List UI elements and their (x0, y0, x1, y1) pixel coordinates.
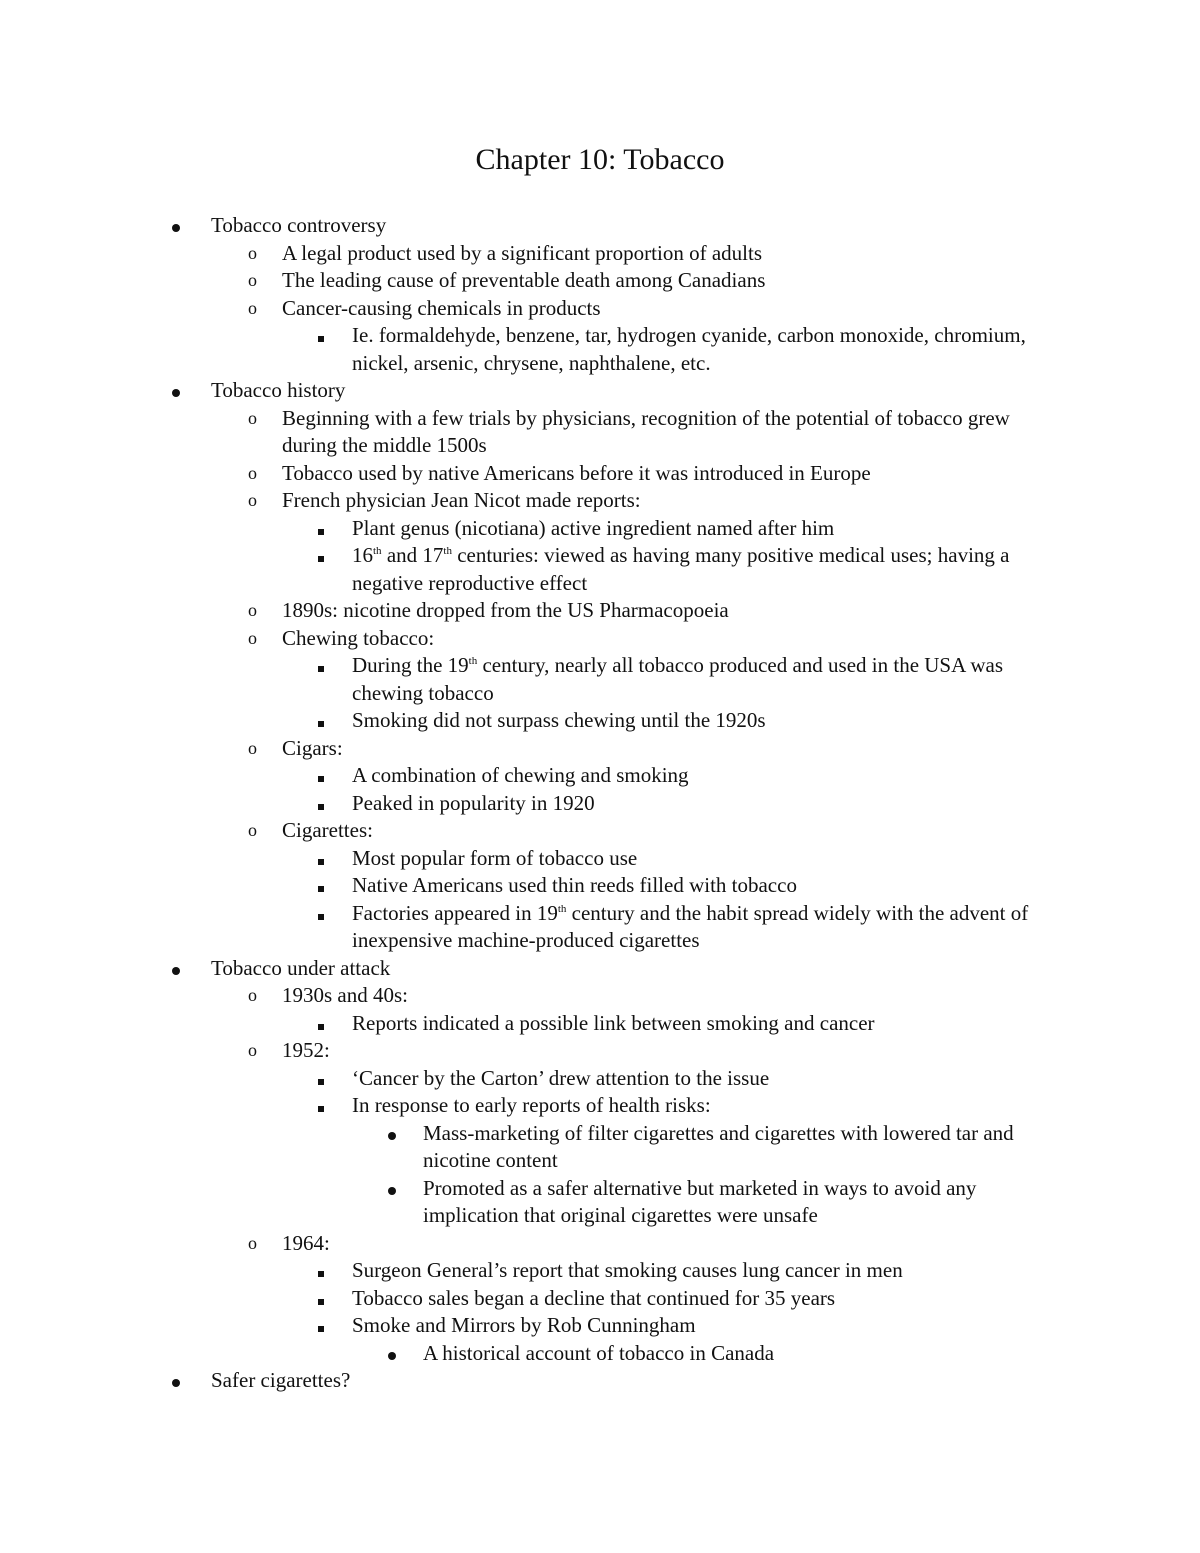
square-bullet-icon (318, 542, 324, 570)
list-item-level1: Tobacco history (0, 377, 1200, 405)
o-bullet-icon: o (248, 737, 257, 758)
list-item-level2: o Tobacco used by native Americans before it was introduced in Europe (0, 460, 1200, 488)
list-item-level3: Most popular form of tobacco use (0, 845, 1200, 873)
o-bullet-icon: o (248, 462, 257, 483)
o-bullet-icon: o (248, 627, 257, 648)
list-item-level1: Safer cigarettes? (0, 1367, 1200, 1395)
o-bullet-icon: o (248, 297, 257, 318)
list-item-level2: o 1930s and 40s: (0, 982, 1200, 1010)
bullet-icon (388, 1175, 396, 1203)
o-bullet-icon: o (248, 600, 257, 620)
square-bullet-icon (318, 790, 324, 818)
square-bullet-icon (318, 872, 324, 900)
square-bullet-icon (318, 1257, 324, 1285)
list-item-level1: Tobacco under attack (0, 955, 1200, 983)
bullet-icon (172, 955, 180, 983)
list-item-level3: Peaked in popularity in 1920 (0, 790, 1200, 818)
list-item-level3: A combination of chewing and smoking (0, 762, 1200, 790)
square-bullet-icon (318, 845, 324, 873)
square-bullet-icon (318, 900, 324, 928)
list-item-level3: Factories appeared in 19th century and the habit spread widely with the advent of inexpensive machine-produced cigarettes (0, 900, 1200, 955)
outline-list (0, 212, 1200, 1395)
square-bullet-icon (318, 1312, 324, 1340)
bullet-icon (172, 1367, 180, 1395)
list-item-level3: 16th and 17th centuries: viewed as having many positive medical uses; having a negative reproductive effect (0, 542, 1200, 597)
list-item-level2: o 1890s: nicotine dropped from the US Pharmacopoeia (0, 597, 1200, 625)
o-bullet-icon: o (248, 242, 257, 263)
page-title: Chapter 10: Tobacco (475, 143, 725, 176)
list-item-level4: Promoted as a safer alternative but marketed in ways to avoid any implication that original cigarettes were unsafe (0, 1175, 1200, 1230)
list-item-level2: o 1964: (0, 1230, 1200, 1258)
square-bullet-icon (318, 1285, 324, 1313)
list-item-level3: During the 19th century, nearly all tobacco produced and used in the USA was chewing tobacco (0, 652, 1200, 707)
square-bullet-icon (318, 1010, 324, 1038)
list-item-level4: A historical account of tobacco in Canada (0, 1340, 1200, 1368)
o-bullet-icon: o (248, 820, 257, 840)
o-bullet-icon: o (248, 1040, 257, 1060)
list-item-level2: o Chewing tobacco: (0, 625, 1200, 653)
o-bullet-icon: o (248, 407, 257, 428)
list-item-level1: Tobacco controversy (0, 212, 1200, 240)
list-item-level2: o Cigarettes: (0, 817, 1200, 845)
square-bullet-icon (318, 707, 324, 735)
square-bullet-icon (318, 1065, 324, 1093)
list-item-level3: In response to early reports of health risks: (0, 1092, 1200, 1120)
list-item-level3: Reports indicated a possible link between smoking and cancer (0, 1010, 1200, 1038)
list-item-level3: Smoking did not surpass chewing until the 1920s (0, 707, 1200, 735)
list-item-level2: o French physician Jean Nicot made reports: (0, 487, 1200, 515)
bullet-icon (172, 212, 180, 240)
list-item-level2: o A legal product used by a significant proportion of adults (0, 240, 1200, 268)
bullet-icon (388, 1120, 396, 1148)
list-item-level4: Mass-marketing of filter cigarettes and cigarettes with lowered tar and nicotine content (0, 1120, 1200, 1175)
list-item-level3: Ie. formaldehyde, benzene, tar, hydrogen cyanide, carbon monoxide, chromium, nickel, arsenic, chrysene, naphthalene, etc. (0, 322, 1200, 377)
list-item-level2: o Cancer-causing chemicals in products (0, 295, 1200, 323)
bullet-icon (172, 377, 180, 405)
bullet-icon (388, 1340, 396, 1368)
square-bullet-icon (318, 322, 324, 350)
square-bullet-icon (318, 1092, 324, 1120)
o-bullet-icon: o (248, 270, 257, 290)
list-item-level3: Surgeon General’s report that smoking causes lung cancer in men (0, 1257, 1200, 1285)
list-item-level2: o 1952: (0, 1037, 1200, 1065)
list-item-level3: Tobacco sales began a decline that continued for 35 years (0, 1285, 1200, 1313)
o-bullet-icon: o (248, 1232, 257, 1253)
o-bullet-icon: o (248, 490, 257, 510)
o-bullet-icon: o (248, 985, 257, 1005)
list-item-level3: Plant genus (nicotiana) active ingredient named after him (0, 515, 1200, 543)
list-item-level3: Smoke and Mirrors by Rob Cunningham (0, 1312, 1200, 1340)
square-bullet-icon (318, 652, 324, 680)
list-item-level2: o Cigars: (0, 735, 1200, 763)
list-item-level3: ‘Cancer by the Carton’ drew attention to the issue (0, 1065, 1200, 1093)
list-item-level2: o Beginning with a few trials by physicians, recognition of the potential of tobacco grew during the middle 1500s (248, 405, 1010, 457)
list-item-level2: o The leading cause of preventable death among Canadians (0, 267, 1200, 295)
square-bullet-icon (318, 762, 324, 790)
square-bullet-icon (318, 515, 324, 543)
list-item-level3: Native Americans used thin reeds filled with tobacco (0, 872, 1200, 900)
